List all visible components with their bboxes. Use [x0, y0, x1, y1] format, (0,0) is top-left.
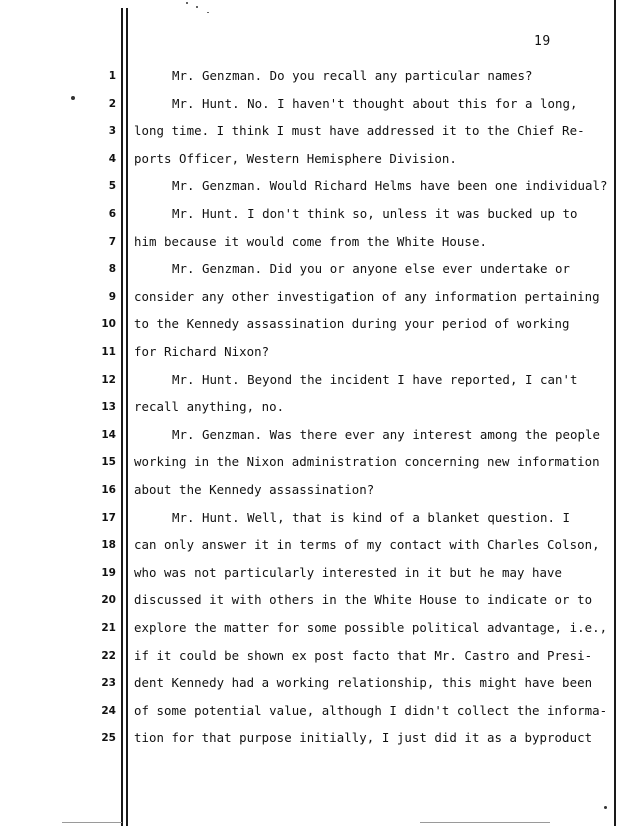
line-number: 5	[108, 180, 116, 193]
line-number: 18	[101, 539, 116, 552]
line-number: 1	[108, 70, 116, 82]
line-number: 3	[108, 125, 116, 138]
line-text: recall anything, no.	[134, 399, 285, 415]
scan-speck	[207, 12, 209, 13]
line-text: Mr. Hunt. Beyond the incident I have reported, I can't	[172, 371, 578, 387]
transcript-line	[0, 729, 638, 749]
transcript-line	[0, 619, 638, 639]
transcript-line	[0, 647, 638, 667]
line-text: Mr. Hunt. Well, that is kind of a blanket question. I	[172, 509, 571, 525]
line-text: Mr. Genzman. Do you recall any particular names?	[172, 68, 533, 83]
transcript-line	[0, 591, 638, 611]
scan-speck	[604, 806, 607, 809]
line-number: 10	[101, 318, 116, 331]
line-text: Mr. Hunt. No. I haven't thought about this for a long,	[172, 95, 578, 111]
bottom-edge-mark	[62, 822, 122, 823]
line-text: can only answer it in terms of my contact with Charles Colson,	[134, 537, 600, 553]
transcript-line	[0, 122, 638, 142]
line-number: 24	[101, 704, 116, 717]
transcript-line	[0, 260, 638, 280]
line-number: 14	[101, 428, 116, 441]
bottom-edge-mark	[420, 822, 550, 823]
transcript-line	[0, 453, 638, 473]
transcript-line	[0, 233, 638, 253]
line-text: working in the Nixon administration concerning new information	[134, 454, 600, 470]
transcript-line	[0, 315, 638, 335]
line-text: for Richard Nixon?	[134, 344, 270, 359]
line-text: of some potential value, although I didn't collect the informa-	[134, 702, 608, 718]
line-number: 19	[101, 566, 116, 579]
line-text: tion for that purpose initially, I just did it as a byproduct	[134, 730, 593, 746]
line-text: Mr. Genzman. Would Richard Helms have been one individual?	[172, 178, 608, 194]
line-number: 15	[101, 456, 116, 469]
transcript-line	[0, 343, 638, 363]
line-text: Mr. Genzman. Did you or anyone else ever undertake or	[172, 261, 571, 277]
line-text: discussed it with others in the White House to indicate or to	[134, 592, 593, 608]
transcript-line	[0, 67, 638, 87]
line-text: ports Officer, Western Hemisphere Division.	[134, 150, 457, 166]
page-number: 19	[534, 34, 551, 49]
line-text: if it could be shown ex post facto that Mr. Castro and Presi-	[134, 647, 593, 663]
line-text: about the Kennedy assassination?	[134, 482, 375, 497]
line-number: 4	[108, 152, 116, 165]
transcript-line	[0, 481, 638, 501]
scan-speck	[196, 6, 198, 8]
transcript-line	[0, 398, 638, 418]
line-number: 16	[101, 484, 116, 496]
transcript-line	[0, 509, 638, 529]
transcript-line	[0, 205, 638, 225]
line-number: 23	[101, 677, 116, 690]
line-text: him because it would come from the White House.	[134, 233, 487, 249]
line-text: consider any other investigation of any information pertaining	[134, 288, 600, 304]
line-number: 25	[101, 732, 116, 745]
line-number: 17	[101, 511, 116, 524]
scan-speck	[186, 2, 188, 4]
transcript-line	[0, 674, 638, 694]
line-number: 11	[101, 346, 116, 358]
line-number: 21	[101, 622, 116, 634]
line-number: 13	[101, 401, 116, 414]
line-number: 8	[108, 263, 116, 276]
line-text: to the Kennedy assassination during your period of working	[134, 316, 570, 332]
line-text: Mr. Hunt. I don't think so, unless it was bucked up to	[172, 206, 578, 221]
transcript-line	[0, 702, 638, 722]
transcript-line	[0, 95, 638, 115]
line-text: explore the matter for some possible political advantage, i.e.,	[134, 620, 608, 635]
line-text: who was not particularly interested in it but he may have	[134, 564, 563, 580]
line-number: 22	[101, 649, 116, 662]
transcript-line	[0, 288, 638, 308]
line-number: 6	[108, 208, 116, 220]
line-number: 12	[101, 373, 116, 386]
transcript-line	[0, 426, 638, 446]
line-text: Mr. Genzman. Was there ever any interest among the people	[172, 426, 601, 442]
line-text: dent Kennedy had a working relationship, this might have been	[134, 675, 593, 691]
transcript-line	[0, 564, 638, 584]
line-number: 20	[101, 594, 116, 607]
transcript-line	[0, 371, 638, 391]
line-text: long time. I think I must have addressed it to the Chief Re-	[134, 123, 585, 139]
line-number: 9	[108, 290, 116, 303]
transcript-line	[0, 177, 638, 197]
transcript-line	[0, 150, 638, 170]
line-number: 2	[108, 97, 116, 110]
transcript-line	[0, 536, 638, 556]
line-number: 7	[108, 235, 116, 248]
